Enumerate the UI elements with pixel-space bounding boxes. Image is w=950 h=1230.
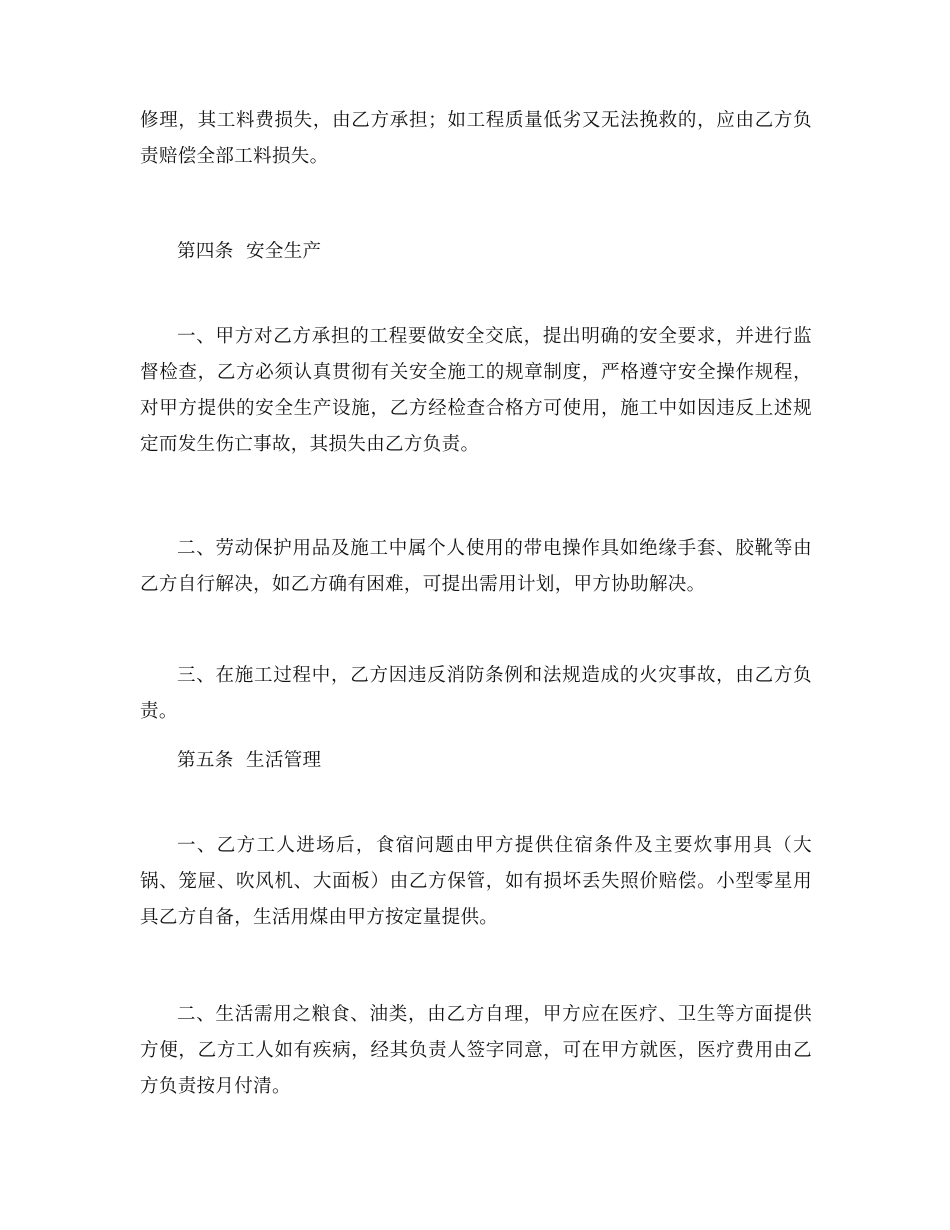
continuation-paragraph: 修理，其工料费损失，由乙方承担；如工程质量低劣又无法挽救的，应由乙方负责赔偿全部工料损失。 — [140, 110, 812, 167]
article-5-item-1: 一、乙方工人进场后，食宿问题由甲方提供住宿条件及主要炊事用具（大锅、笼屉、吹风机、大面板）由乙方保管，如有损坏丢失照价赔偿。小型零星用具乙方自备，生活用煤由甲方按定量提供。 — [140, 835, 812, 928]
article-5-heading: 第五条 生活管理 — [177, 750, 322, 771]
article-4-item-2: 二、劳动保护用品及施工中属个人使用的带电操作具如绝缘手套、胶靴等由乙方自行解决，如乙方确有困难，可提出需用计划，甲方协助解决。 — [140, 538, 812, 595]
article-4-item-3: 三、在施工过程中，乙方因违反消防条例和法规造成的火灾事故，由乙方负责。 — [140, 665, 812, 722]
article-4-heading: 第四条 安全生产 — [177, 241, 322, 262]
article-5-item-2: 二、生活需用之粮食、油类，由乙方自理，甲方应在医疗、卫生等方面提供方便，乙方工人如有疾病，经其负责人签字同意，可在甲方就医，医疗费用由乙方负责按月付清。 — [140, 1004, 812, 1097]
article-4-item-1: 一、甲方对乙方承担的工程要做安全交底，提出明确的安全要求，并进行监督检查，乙方必须认真贯彻有关安全施工的规章制度，严格遵守安全操作规程，对甲方提供的安全生产设施，乙方经检查合格方可使用，施工中如因违反上述规定而发生伤亡事故，其损失由乙方负责。 — [140, 326, 812, 455]
